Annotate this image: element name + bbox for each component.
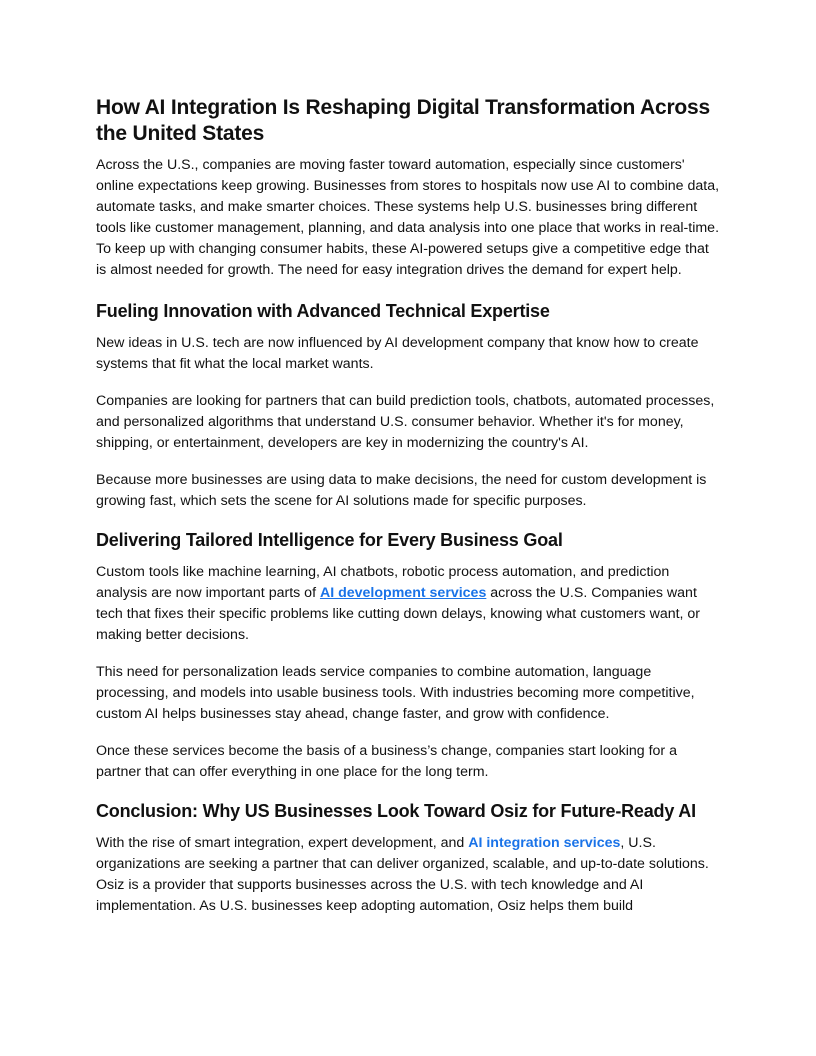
ai-integration-services-link[interactable]: AI integration services (468, 835, 621, 851)
intro-paragraph: Across the U.S., companies are moving faster toward automation, especially since customers' online expectations keep growing. Businesses from stores to hospitals now use AI to combine data, automate tasks, and make smarter choices. These systems help U.S. businesses bring different tools like customer management, planning, and data analysis into one place that works in real-time. To keep up with changing consumer habits, these AI-powered setups give a competitive edge that is almost needed for growth. The need for easy integration drives the demand for expert help. (96, 157, 720, 278)
expertise-paragraph-3: Because more businesses are using data to make decisions, the need for custom development is growing fast, which sets the scene for AI solutions made for specific purposes. (96, 472, 707, 509)
section-heading-conclusion: Conclusion: Why US Businesses Look Toward Osiz for Future-Ready AI (96, 801, 696, 821)
conclusion-paragraph-1 (96, 833, 722, 917)
page-title: How AI Integration Is Reshaping Digital Transformation Across the United States (96, 96, 710, 145)
section-heading-tailored: Delivering Tailored Intelligence for Every Business Goal (96, 530, 563, 550)
tailored-paragraph-1 (96, 562, 722, 646)
tailored-text-before-link: Custom tools like machine learning, AI chatbots, robotic process automation, and prediction analysis are now important parts of (96, 564, 670, 601)
expertise-paragraph-1: New ideas in U.S. tech are now influenced by AI development company that know how to create systems that fit what the local market wants. (96, 335, 699, 372)
section-heading-expertise: Fueling Innovation with Advanced Technical Expertise (96, 301, 550, 321)
tailored-paragraph-3: Once these services become the basis of a business’s change, companies start looking for a partner that can offer everything in one place for the long term. (96, 743, 677, 780)
document-page (96, 95, 722, 933)
conclusion-text-before-link: With the rise of smart integration, expert development, and (96, 835, 469, 851)
tailored-paragraph-2: This need for personalization leads service companies to combine automation, language processing, and models into usable business tools. With industries becoming more competitive, custom AI helps businesses stay ahead, change faster, and grow with confidence. (96, 664, 695, 722)
ai-development-services-link[interactable]: AI development services (319, 585, 487, 601)
expertise-paragraph-2: Companies are looking for partners that can build prediction tools, chatbots, automated processes, and personalized algorithms that understand U.S. consumer behavior. Whether it's for money, shipping, or entertainment, developers are key in modernizing the country's AI. (96, 393, 715, 451)
tailored-text-after-link: across the U.S. Companies want tech that fixes their specific problems like cutting down delays, knowing what customers want, or making better decisions. (96, 585, 701, 643)
conclusion-text-after-link: , U.S. organizations are seeking a partner that can deliver organized, scalable, and up-to-date solutions. Osiz is a provider that supports businesses across the U.S. with tech knowledge and AI implementation. As U.S. businesses keep adopting automation, Osiz helps them build (96, 835, 709, 914)
